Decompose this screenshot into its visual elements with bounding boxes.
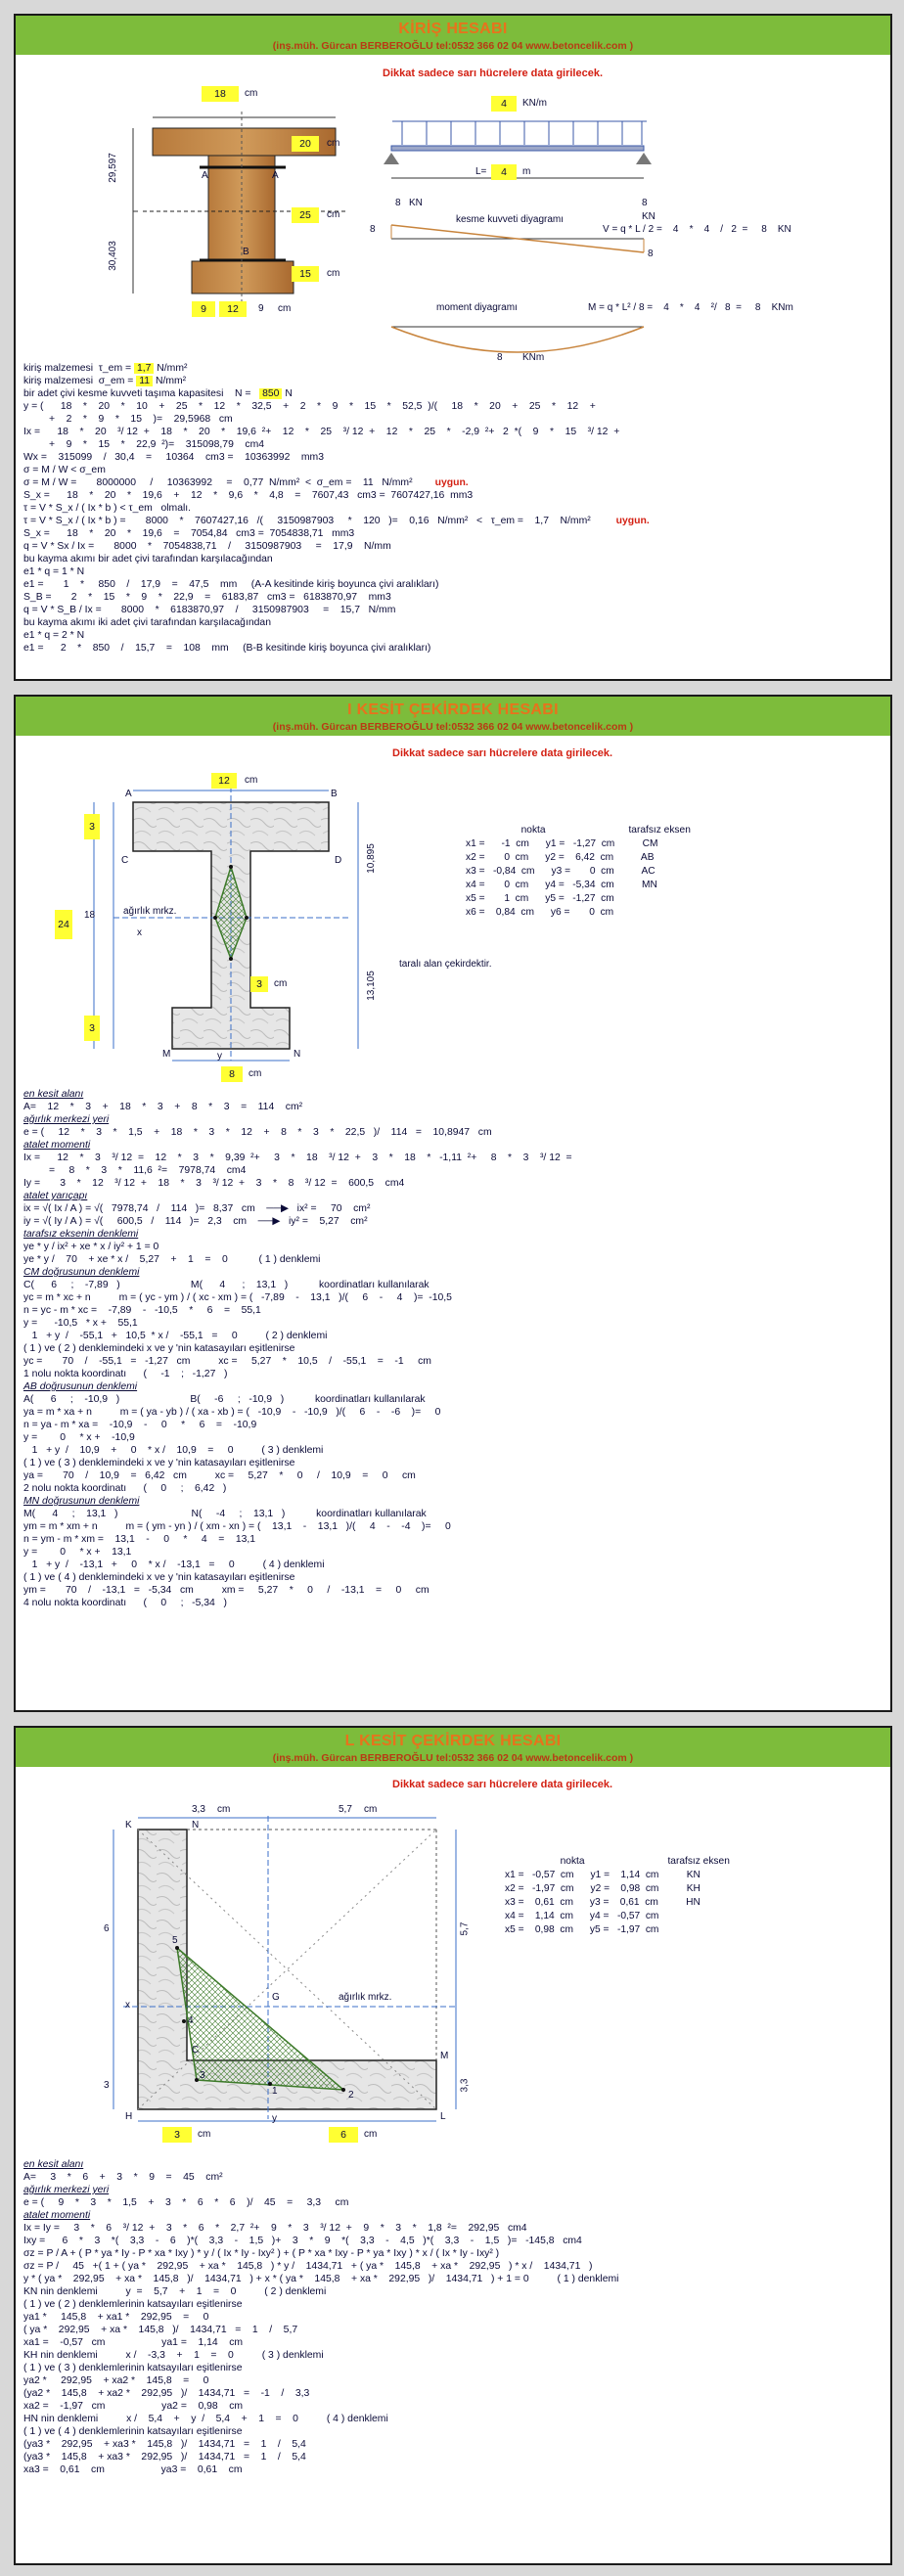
l-left-b: 3	[104, 2080, 110, 2091]
i-bottom-unit: cm	[249, 1068, 262, 1079]
calc-line: ( 1 ) ve ( 4 ) denklemindeki x ve y 'nin katasayıları eşitlenirse	[23, 1572, 295, 1583]
bottom-width-1-input[interactable]: 9	[192, 301, 215, 317]
moment-title: moment diyagramı	[436, 302, 518, 313]
calc-line: HN nin denklemi x / 5,4 + y / 5,4 + 1 = 0 ( 4 ) denklemi	[23, 2414, 388, 2424]
input-cell[interactable]: 850	[259, 388, 282, 399]
calc-line: atalet momenti	[23, 2210, 91, 2221]
l-point-5: 5	[172, 1935, 178, 1946]
l-bot1-unit: cm	[198, 2129, 211, 2140]
calc-line: ya = 70 / 10,9 = 6,42 cm xc = 5,27 * 0 / 10,9 = 0 cm	[23, 1470, 416, 1481]
moment-unit: KNm	[522, 352, 545, 363]
calc-line: ym = 70 / -13,1 = -5,34 cm xm = 5,27 * 0 / -13,1 = 0 cm	[23, 1585, 429, 1596]
kiris-warning: Dikkat sadece sarı hücrelere data girilecek.	[383, 68, 604, 79]
calc-line: Iy = 3 * 12 ³/ 12 + 18 * 3 ³/ 12 + 3 * 8 ³/ 12 = 600,5 cm4	[23, 1178, 405, 1189]
calc-line: ağırlık merkezi yeri	[23, 2185, 110, 2195]
calc-line: y = 0 * x + 13,1	[23, 1547, 132, 1558]
calc-line: n = ym - m * xm = 13,1 - 0 * 4 = 13,1	[23, 1534, 256, 1545]
l-label-L: L	[440, 2111, 446, 2122]
calc-line: + 2 * 9 * 15 )= 29,5968 cm	[23, 414, 233, 425]
i-kesit-title: I KESİT ÇEKİRDEK HESABI	[347, 701, 559, 718]
l-label-x: x	[125, 2000, 130, 2011]
calc-line: q = V * S_B / Ix = 8000 * 6183870,97 / 3150987903 = 15,7 N/mm	[23, 605, 396, 615]
l-right-t: 5,7	[459, 1921, 471, 1936]
i-label-M: M	[162, 1049, 171, 1060]
l-core-table: nokta tarafsız eksen x1 = -0,57 cm y1 = 1,14 cm KN x2 = -1,97 cm y2 = 0,98 cm KH x3 = 0,61 cm y3 = 0,61 cm HN x4 = 1,14 cm y4 = -0,57 cm x5 = 0,98 cm y5 = -1,97 cm	[505, 1856, 730, 1935]
i-web-input[interactable]: 3	[250, 976, 268, 992]
calc-line: 1 + y / 10,9 + 0 * x / 10,9 = 0 ( 3 ) denklemi	[23, 1445, 324, 1456]
calc-line: A= 12 * 3 + 18 * 3 + 8 * 3 = 114 cm²	[23, 1102, 303, 1112]
calc-line: ( 1 ) ve ( 3 ) denklemindeki x ve y 'nin katasayıları eşitlenirse	[23, 1458, 295, 1469]
bottom-height-input[interactable]: 15	[292, 266, 319, 282]
l-top2: 5,7	[339, 1804, 352, 1815]
calc-line: ( ya * 292,95 + xa * 145,8 )/ 1434,71 = 1 / 5,7	[23, 2325, 298, 2335]
shear-eq: V = q * L / 2 = 4 * 4 / 2 = 8 KN	[603, 224, 791, 235]
calc-line: CM doğrusunun denklemi	[23, 1267, 140, 1278]
l-kesit-subtitle: (inş.müh. Gürcan BERBEROĞLU tel:0532 366 02 04 www.betoncelik.com )	[272, 1752, 634, 1764]
calc-line: n = ya - m * xa = -10,9 - 0 * 6 = -10,9	[23, 1420, 257, 1430]
l-kesit-warning: Dikkat sadece sarı hücrelere data girilecek.	[392, 1779, 613, 1790]
calc-line: ya = m * xa + n m = ( ya - yb ) / ( xa - xb ) = ( -10,9 - -10,9 )/( 6 - -6 )= 0	[23, 1407, 441, 1418]
calc-line: 1 + y / -55,1 + 10,5 * x / -55,1 = 0 ( 2 ) denklemi	[23, 1331, 328, 1341]
calc-line: kiriş malzemesi τ_em = 1,7 N/mm²	[23, 363, 188, 374]
span-label: L=	[475, 166, 487, 177]
i-core-table: nokta tarafsız eksen x1 = -1 cm y1 = -1,27 cm CM x2 = 0 cm y2 = 6,42 cm AB x3 = -0,84 cm y3 = 0 cm AC x4 = 0 cm y4 = -5,34 cm MN x5 = 1 cm y5 = -1,27 cm x6 = 0,84 cm y6 = 0 cm	[466, 825, 691, 918]
calc-line: ağırlık merkezi yeri	[23, 1114, 110, 1125]
calc-line: yc = m * xc + n m = ( yc - ym ) / ( xc - xm ) = ( -7,89 - 13,1 )/( 6 - 4 )= -10,5	[23, 1292, 452, 1303]
i-top-width-input[interactable]: 12	[211, 773, 237, 789]
calc-line: AB doğrusunun denklemi	[23, 1381, 138, 1392]
calc-line: e = ( 9 * 3 * 1,5 + 3 * 6 * 6 )/ 45 = 3,3 cm	[23, 2197, 349, 2208]
i-kesit-subtitle: (inş.müh. Gürcan BERBEROĞLU tel:0532 366 02 04 www.betoncelik.com )	[272, 721, 634, 733]
moment-val: 8	[497, 352, 503, 363]
calc-line: S_x = 18 * 20 * 19,6 + 12 * 9,6 * 4,8 = 7607,43 cm3 = 7607427,16 mm3	[23, 490, 474, 501]
y-bot-dim: 30,403	[107, 241, 118, 271]
l-label-M: M	[440, 2051, 449, 2061]
span-input[interactable]: 4	[491, 164, 517, 180]
l-point-4: 4	[188, 2015, 194, 2026]
calc-line: atalet momenti	[23, 1140, 91, 1151]
i-label-N: N	[294, 1049, 301, 1060]
calc-line: M( 4 ; 13,1 ) N( -4 ; 13,1 ) koordinatları kullanılarak	[23, 1509, 427, 1519]
calc-line: = 8 * 3 * 11,6 ²= 7978,74 cm4	[23, 1165, 247, 1176]
calc-line: n = yc - m * xc = -7,89 - -10,5 * 6 = 55,1	[23, 1305, 261, 1316]
l-label-y: y	[272, 2113, 277, 2124]
l-kesit-sheet	[14, 1726, 892, 2565]
calc-line: σz = P / A + ( P * ya * Iy - P * xa * Ixy ) * y / ( Ix * Iy - Ixy² ) + ( P * xa * Ixy - P * ya * Ixy ) * x / ( Ix * Iy - Ixy² )	[23, 2248, 500, 2259]
calc-line: e = ( 12 * 3 * 1,5 + 18 * 3 * 12 + 8 * 3 * 22,5 )/ 114 = 10,8947 cm	[23, 1127, 492, 1138]
reaction-b: 8	[642, 198, 648, 208]
load-unit: KN/m	[522, 98, 547, 109]
calc-line: Ix = 18 * 20 ³/ 12 + 18 * 20 * 19,6 ²+ 12 * 25 ³/ 12 + 12 * 25 * -2,9 ²+ 2 *( 9 * 15 ³/ 12 +	[23, 427, 620, 437]
calc-line: ( 1 ) ve ( 2 ) denklemindeki x ve y 'nin katasayıları eşitlenirse	[23, 1343, 295, 1354]
calc-line: Wx = 315099 / 30,4 = 10364 cm3 = 10363992 mm3	[23, 452, 324, 463]
reaction-b-unit: KN	[642, 211, 655, 222]
kiris-sheet	[14, 14, 892, 681]
i-kesit-calculations	[23, 1088, 884, 1609]
calc-line: bir adet çivi kesme kuvveti taşıma kapasitesi N = 850 N	[23, 388, 293, 399]
calc-line: xa1 = -0,57 cm ya1 = 1,14 cm	[23, 2337, 244, 2348]
l-bot2-unit: cm	[364, 2129, 378, 2140]
calc-line: y = -10,5 * x + 55,1	[23, 1318, 138, 1329]
l-label-ag: ağırlık mrkz.	[339, 1992, 392, 2003]
l-core-region	[177, 1948, 343, 2090]
calc-line: Ix = Iy = 3 * 6 ³/ 12 + 3 * 6 * 2,7 ²+ 9 * 3 ³/ 12 + 9 * 3 * 1,8 ²= 292,95 cm4	[23, 2223, 527, 2234]
calc-line: A= 3 * 6 + 3 * 9 = 45 cm²	[23, 2172, 223, 2183]
i-yb: 13,105	[365, 971, 377, 1001]
kiris-calculations	[23, 362, 884, 655]
calc-line: ( 1 ) ve ( 2 ) denklemlerinin katsayıları eşitlenirse	[23, 2299, 243, 2310]
i-top-width-unit: cm	[245, 775, 258, 786]
i-label-B: B	[331, 789, 338, 799]
calc-line: y = 0 * x + -10,9	[23, 1432, 135, 1443]
i-label-C: C	[121, 855, 129, 866]
web-height-unit: cm	[327, 209, 340, 220]
calc-line: xa2 = -1,97 cm ya2 = 0,98 cm	[23, 2401, 244, 2412]
calc-line: MN doğrusunun denklemi	[23, 1496, 140, 1507]
calc-line: kiriş malzemesi σ_em = 11 N/mm²	[23, 376, 187, 386]
i-section-diagram	[16, 697, 890, 1068]
input-cell[interactable]: 11	[136, 376, 153, 386]
calc-line: Ix = 12 * 3 ³/ 12 = 12 * 3 * 9,39 ²+ 3 * 18 ³/ 12 + 3 * 18 * -1,11 ²+ 8 * 3 ³/ 12 =	[23, 1152, 572, 1163]
l-label-H: H	[125, 2111, 133, 2122]
calc-line: ix = √( Ix / A ) = √( 7978,74 / 114 )= 8,37 cm ──▶ ix² = 70 cm²	[23, 1203, 371, 1214]
i-kesit-sheet	[14, 695, 892, 1712]
top-width-input[interactable]: 18	[202, 86, 239, 102]
calc-line: ye * y / ix² + xe * x / iy² + 1 = 0	[23, 1242, 159, 1252]
flange-height-unit: cm	[327, 138, 340, 149]
kiris-title: KİRİŞ HESABI	[398, 21, 508, 37]
calc-line: e1 = 2 * 850 / 15,7 = 108 mm (B-B kesitinde kiriş boyunca çivi aralıkları)	[23, 643, 431, 654]
calc-line: q = V * Sx / Ix = 8000 * 7054838,71 / 3150987903 = 17,9 N/mm	[23, 541, 391, 552]
i-label-D: D	[335, 855, 342, 866]
calc-line: y * ( ya * 292,95 + xa * 145,8 )/ 1434,71 ) + x * ( ya * 145,8 + xa * 292,95 )/ 1434,71 ) + 1 = 0 ( 1 ) denklemi	[23, 2274, 619, 2284]
calc-line: τ = V * S_x / ( Ix * b ) < τ_em olmalı.	[23, 503, 192, 514]
calc-line: ( 1 ) ve ( 3 ) denklemlerinin katsayıları eşitlenirse	[23, 2363, 243, 2373]
l-label-C: C	[192, 2045, 200, 2056]
i-kesit-warning: Dikkat sadece sarı hücrelere data girilecek.	[392, 747, 613, 759]
l-left-h: 6	[104, 1923, 110, 1934]
calc-line: A( 6 ; -10,9 ) B( -6 ; -10,9 ) koordinatları kullanılarak	[23, 1394, 426, 1405]
calc-line: bu kayma akımı bir adet çivi tarafından karşılacağından	[23, 554, 273, 565]
l-label-K: K	[125, 1820, 132, 1830]
calc-line: S_B = 2 * 15 * 9 * 22,9 = 6183,87 cm3 = 6183870,97 mm3	[23, 592, 391, 603]
shear-right: 8	[648, 249, 654, 259]
calc-line: bu kayma akımı iki adet çivi tarafından karşılacağından	[23, 617, 271, 628]
span-unit: m	[522, 166, 531, 177]
bottom-height-unit: cm	[327, 268, 340, 279]
i-label-x: x	[137, 927, 142, 938]
reaction-a: 8	[395, 198, 401, 208]
l-label-G: G	[272, 1992, 280, 2003]
web-height-input[interactable]: 25	[292, 207, 319, 223]
calc-line: iy = √( Iy / A ) = √( 600,5 / 114 )= 2,3 cm ──▶ iy² = 5,27 cm²	[23, 1216, 368, 1227]
calc-line: (ya3 * 145,8 + xa3 * 292,95 )/ 1434,71 = 1 / 5,4	[23, 2452, 306, 2463]
calc-line: σ = M / W = 8000000 / 10363992 = 0,77 N/mm² < σ_em = 11 N/mm² uygun.	[23, 477, 469, 488]
calc-line: y = ( 18 * 20 * 10 + 25 * 12 * 32,5 + 2 * 9 * 15 * 52,5 )/( 18 * 20 + 25 * 12 +	[23, 401, 596, 412]
calc-line: tarafsız eksenin denklemi	[23, 1229, 139, 1240]
calc-line: σz = P / 45 +( 1 + ( ya * 292,95 + xa * 145,8 ) * y / 1434,71 + ( ya * 145,8 + xa * 292,95 ) * x / 1434,71 )	[23, 2261, 593, 2272]
i-label-A: A	[125, 789, 132, 799]
calc-line: 1 + y / -13,1 + 0 * x / -13,1 = 0 ( 4 ) denklemi	[23, 1559, 325, 1570]
calc-line: atalet yarıçapı	[23, 1191, 88, 1201]
calc-line: KN nin denklemi y = 5,7 + 1 = 0 ( 2 ) denklemi	[23, 2286, 327, 2297]
l-bot2-input[interactable]: 6	[329, 2127, 358, 2143]
bottom-width-unit: cm	[278, 303, 292, 314]
l-point-2: 2	[348, 2090, 354, 2101]
l-point-3: 3	[200, 2070, 205, 2081]
calc-line: ya2 * 292,95 + xa2 * 145,8 = 0	[23, 2375, 209, 2386]
calc-line: C( 6 ; -7,89 ) M( 4 ; 13,1 ) koordinatları kullanılarak	[23, 1280, 429, 1290]
l-kesit-title: L KESİT ÇEKİRDEK HESABI	[344, 1733, 562, 1749]
calc-line: xa3 = 0,61 cm ya3 = 0,61 cm	[23, 2464, 243, 2475]
kiris-subtitle: (inş.müh. Gürcan BERBEROĞLU tel:0532 366 02 04 www.betoncelik.com )	[272, 40, 634, 52]
label-A-left: A	[202, 170, 208, 181]
l-top2-unit: cm	[364, 1804, 378, 1815]
i-label-tarali: taralı alan çekirdektir.	[399, 959, 492, 970]
l-point-1: 1	[272, 2086, 278, 2097]
i-h3-input[interactable]: 3	[84, 1016, 100, 1041]
moment-eq: M = q * L² / 8 = 4 * 4 ²/ 8 = 8 KNm	[588, 302, 793, 313]
label-A-right: A	[272, 170, 279, 181]
calc-line: 4 nolu nokta koordinatı ( 0 ; -5,34 )	[23, 1598, 227, 1608]
y-top-dim: 29,597	[107, 153, 118, 183]
calc-line: (ya2 * 145,8 + xa2 * 292,95 )/ 1434,71 = -1 / 3,3	[23, 2388, 310, 2399]
i-label-ag: ağırlık mrkz.	[123, 906, 177, 917]
calc-line: 2 nolu nokta koordinatı ( 0 ; 6,42 )	[23, 1483, 227, 1494]
calc-line: ye * y / 70 + xe * x / 5,27 + 1 = 0 ( 1 ) denklemi	[23, 1254, 321, 1265]
calc-line: e1 = 1 * 850 / 17,9 = 47,5 mm (A-A kesitinde kiriş boyunca çivi aralıkları)	[23, 579, 439, 590]
i-label-y: y	[217, 1051, 222, 1062]
calc-line: S_x = 18 * 20 * 19,6 = 7054,84 cm3 = 7054838,71 mm3	[23, 528, 355, 539]
calc-line: e1 * q = 2 * N	[23, 630, 85, 641]
l-right-b: 3,3	[459, 2078, 471, 2093]
calc-line: ym = m * xm + n m = ( ym - yn ) / ( xm - xn ) = ( 13,1 - 13,1 )/( 4 - -4 )= 0	[23, 1521, 451, 1532]
calc-line: Ixy = 6 * 3 *( 3,3 - 6 )*( 3,3 - 1,5 )+ 3 * 9 *( 3,3 - 4,5 )*( 3,3 - 1,5 )= -145,8 cm4	[23, 2236, 582, 2246]
l-label-N: N	[192, 1820, 200, 1830]
l-section-diagram	[16, 1728, 890, 2148]
reaction-a-unit: KN	[409, 198, 423, 208]
i-bottom-input[interactable]: 8	[221, 1066, 243, 1082]
i-web-unit: cm	[274, 978, 288, 989]
calc-line: σ = M / W < σ_em	[23, 465, 106, 475]
i-total-input[interactable]: 24	[55, 910, 72, 939]
shear-left: 8	[370, 224, 376, 235]
top-width-unit: cm	[245, 88, 258, 99]
calc-line: KH nin denklemi x / -3,3 + 1 = 0 ( 3 ) denklemi	[23, 2350, 324, 2361]
l-top1-unit: cm	[217, 1804, 231, 1815]
i-yt: 10,895	[365, 843, 377, 874]
calc-line: ya1 * 145,8 + xa1 * 292,95 = 0	[23, 2312, 209, 2323]
calc-line: en kesit alanı	[23, 1089, 84, 1100]
flange-height-input[interactable]: 20	[292, 136, 319, 152]
label-B: B	[243, 247, 249, 257]
i-h2: 18	[84, 910, 96, 921]
calc-line: 1 nolu nokta koordinatı ( -1 ; -1,27 )	[23, 1369, 228, 1379]
calc-line: e1 * q = 1 * N	[23, 566, 85, 577]
shear-title: kesme kuvveti diyagramı	[456, 214, 565, 225]
l-bot1-input[interactable]: 3	[162, 2127, 192, 2143]
l-top1: 3,3	[192, 1804, 205, 1815]
i-h1-input[interactable]: 3	[84, 814, 100, 839]
calc-line: τ = V * S_x / ( Ix * b ) = 8000 * 7607427,16 /( 3150987903 * 120 )= 0,16 N/mm² < τ_em = 1,7 N/mm² uygun.	[23, 516, 650, 526]
l-kesit-calculations	[23, 2158, 884, 2476]
load-q-input[interactable]: 4	[491, 96, 517, 112]
bottom-width-3: 9	[258, 303, 264, 314]
calc-line: en kesit alanı	[23, 2159, 84, 2170]
calc-line: ( 1 ) ve ( 4 ) denklemlerinin katsayıları eşitlenirse	[23, 2426, 243, 2437]
calc-line: + 9 * 15 * 22,9 ²)= 315098,79 cm4	[23, 439, 265, 450]
calc-line: (ya3 * 292,95 + xa3 * 145,8 )/ 1434,71 = 1 / 5,4	[23, 2439, 306, 2450]
calc-line: yc = 70 / -55,1 = -1,27 cm xc = 5,27 * 10,5 / -55,1 = -1 cm	[23, 1356, 431, 1367]
input-cell[interactable]: 1,7	[134, 363, 154, 374]
bottom-width-2-input[interactable]: 12	[219, 301, 247, 317]
